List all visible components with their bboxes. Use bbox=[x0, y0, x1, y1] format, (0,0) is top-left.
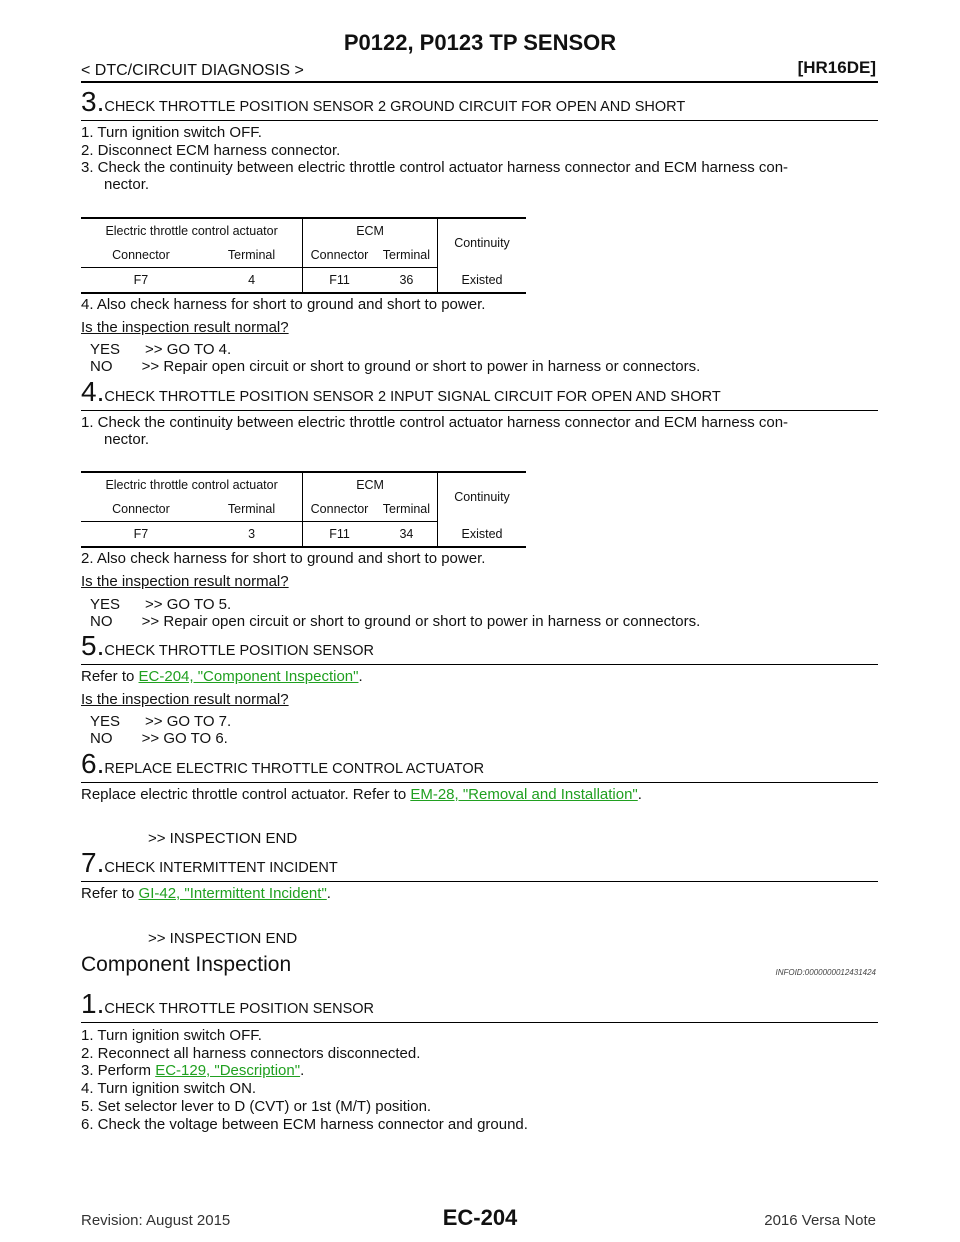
ec-204-link[interactable]: EC-204, "Component Inspection" bbox=[138, 668, 359, 685]
refer-text: Refer to bbox=[81, 668, 139, 685]
refer-text: Refer to bbox=[81, 885, 139, 902]
step-title: CHECK THROTTLE POSITION SENSOR 2 GROUND CIRCUIT FOR OPEN AND SHORT bbox=[104, 99, 686, 115]
refer-punct: . bbox=[637, 786, 642, 803]
step-3-item-3: 3. Check the continuity between electric throttle control actuator harness connector and ECM harness con- bbox=[81, 159, 789, 176]
step-4-item-1-cont: nector. bbox=[104, 431, 150, 448]
table-header-terminal: Terminal bbox=[201, 497, 303, 522]
table-header-ecm: ECM bbox=[303, 218, 438, 243]
component-inspection-title: Component Inspection bbox=[81, 953, 292, 976]
step-title: CHECK THROTTLE POSITION SENSOR bbox=[104, 1001, 374, 1017]
item-text: 3. Perform bbox=[81, 1062, 156, 1079]
table-cell: 3 bbox=[201, 522, 303, 548]
step-rule bbox=[81, 664, 878, 665]
table-cell: F11 bbox=[303, 522, 376, 548]
step-rule bbox=[81, 1022, 878, 1023]
step-6-end: >> INSPECTION END bbox=[148, 830, 298, 847]
table-header-terminal: Terminal bbox=[376, 497, 438, 522]
refer-punct: . bbox=[358, 668, 363, 685]
step-7-end: >> INSPECTION END bbox=[148, 930, 298, 947]
refer-punct: . bbox=[326, 885, 331, 902]
engine-label: [HR16DE] bbox=[797, 58, 876, 77]
step-number: 4. bbox=[81, 376, 105, 407]
table-header-connector: Connector bbox=[81, 497, 201, 522]
gi-42-link[interactable]: GI-42, "Intermittent Incident" bbox=[138, 885, 327, 902]
component-item-6: 6. Check the voltage between ECM harness connector and ground. bbox=[81, 1116, 528, 1133]
table-cell: Existed bbox=[438, 522, 527, 548]
table-cell: F11 bbox=[303, 268, 376, 294]
step-number: 7. bbox=[81, 847, 105, 878]
step-4-item-2: 2. Also check harness for short to ground and short to power. bbox=[81, 550, 486, 567]
em-28-link[interactable]: EM-28, "Removal and Installation" bbox=[410, 786, 638, 803]
step-4-question: Is the inspection result normal? bbox=[81, 573, 289, 590]
step-4-yes: YES >> GO TO 5. bbox=[90, 596, 232, 613]
step-title: REPLACE ELECTRIC THROTTLE CONTROL ACTUATOR bbox=[104, 761, 485, 777]
page-number: EC-204 bbox=[442, 1205, 518, 1230]
component-item-2: 2. Reconnect all harness connectors disconnected. bbox=[81, 1045, 421, 1062]
component-step-1-heading bbox=[81, 990, 878, 1023]
step-5-heading bbox=[81, 632, 878, 665]
table-header-continuity: Continuity bbox=[438, 218, 527, 268]
step-title: CHECK INTERMITTENT INCIDENT bbox=[104, 860, 338, 876]
step-7-refer bbox=[81, 885, 331, 902]
step-3-item-1: 1. Turn ignition switch OFF. bbox=[81, 124, 262, 141]
table-header-connector: Connector bbox=[303, 497, 376, 522]
continuity-table-2 bbox=[81, 471, 526, 548]
table-header-actuator: Electric throttle control actuator bbox=[81, 472, 303, 497]
step-number: 1. bbox=[81, 988, 105, 1019]
component-item-3 bbox=[81, 1062, 304, 1079]
step-6-heading bbox=[81, 750, 878, 783]
table-header-actuator: Electric throttle control actuator bbox=[81, 218, 303, 243]
step-3-item-4: 4. Also check harness for short to ground and short to power. bbox=[81, 296, 486, 313]
step-rule bbox=[81, 782, 878, 783]
component-item-1: 1. Turn ignition switch OFF. bbox=[81, 1027, 262, 1044]
step-rule bbox=[81, 881, 878, 882]
item-punct: . bbox=[300, 1062, 305, 1079]
step-3-question: Is the inspection result normal? bbox=[81, 319, 289, 336]
step-title: CHECK THROTTLE POSITION SENSOR bbox=[104, 643, 374, 659]
continuity-table-1 bbox=[81, 217, 526, 294]
step-6-refer bbox=[81, 786, 642, 803]
step-5-refer bbox=[81, 668, 363, 685]
header-rule bbox=[81, 81, 878, 83]
step-rule bbox=[81, 410, 878, 411]
section-label: < DTC/CIRCUIT DIAGNOSIS > bbox=[81, 62, 304, 79]
refer-text: Replace electric throttle control actuator. Refer to bbox=[81, 786, 411, 803]
step-4-item-1: 1. Check the continuity between electric throttle control actuator harness connector and ECM harness con- bbox=[81, 414, 789, 431]
step-title: CHECK THROTTLE POSITION SENSOR 2 INPUT SIGNAL CIRCUIT FOR OPEN AND SHORT bbox=[104, 389, 721, 405]
step-3-item-2: 2. Disconnect ECM harness connector. bbox=[81, 142, 341, 159]
table-header-terminal: Terminal bbox=[376, 243, 438, 268]
step-3-item-3-cont: nector. bbox=[104, 176, 150, 193]
table-cell: 34 bbox=[376, 522, 438, 548]
step-number: 6. bbox=[81, 748, 105, 779]
step-7-heading bbox=[81, 849, 878, 882]
step-3-heading bbox=[81, 88, 878, 121]
table-header-continuity: Continuity bbox=[438, 472, 527, 522]
table-header-connector: Connector bbox=[303, 243, 376, 268]
model-label: 2016 Versa Note bbox=[764, 1212, 876, 1229]
table-cell: 36 bbox=[376, 268, 438, 294]
table-cell: F7 bbox=[81, 268, 201, 294]
component-item-4: 4. Turn ignition switch ON. bbox=[81, 1080, 257, 1097]
info-id: INFOID:0000000012431424 bbox=[775, 968, 876, 977]
step-5-no: NO >> GO TO 6. bbox=[90, 730, 228, 747]
step-3-no: NO >> Repair open circuit or short to ground or short to power in harness or connectors. bbox=[90, 358, 701, 375]
table-header-terminal: Terminal bbox=[201, 243, 303, 268]
step-rule bbox=[81, 120, 878, 121]
table-header-ecm: ECM bbox=[303, 472, 438, 497]
step-4-heading bbox=[81, 378, 878, 411]
table-cell: Existed bbox=[438, 268, 527, 294]
step-5-yes: YES >> GO TO 7. bbox=[90, 713, 232, 730]
component-item-5: 5. Set selector lever to D (CVT) or 1st (M/T) position. bbox=[81, 1098, 432, 1115]
step-4-no: NO >> Repair open circuit or short to ground or short to power in harness or connectors. bbox=[90, 613, 701, 630]
step-number: 5. bbox=[81, 630, 105, 661]
step-number: 3. bbox=[81, 86, 105, 117]
revision-label: Revision: August 2015 bbox=[81, 1212, 231, 1229]
step-3-yes: YES >> GO TO 4. bbox=[90, 341, 232, 358]
table-header-connector: Connector bbox=[81, 243, 201, 268]
table-cell: F7 bbox=[81, 522, 201, 548]
table-cell: 4 bbox=[201, 268, 303, 294]
step-5-question: Is the inspection result normal? bbox=[81, 691, 289, 708]
page-title: P0122, P0123 TP SENSOR bbox=[343, 30, 617, 55]
ec-129-link[interactable]: EC-129, "Description" bbox=[155, 1062, 301, 1079]
